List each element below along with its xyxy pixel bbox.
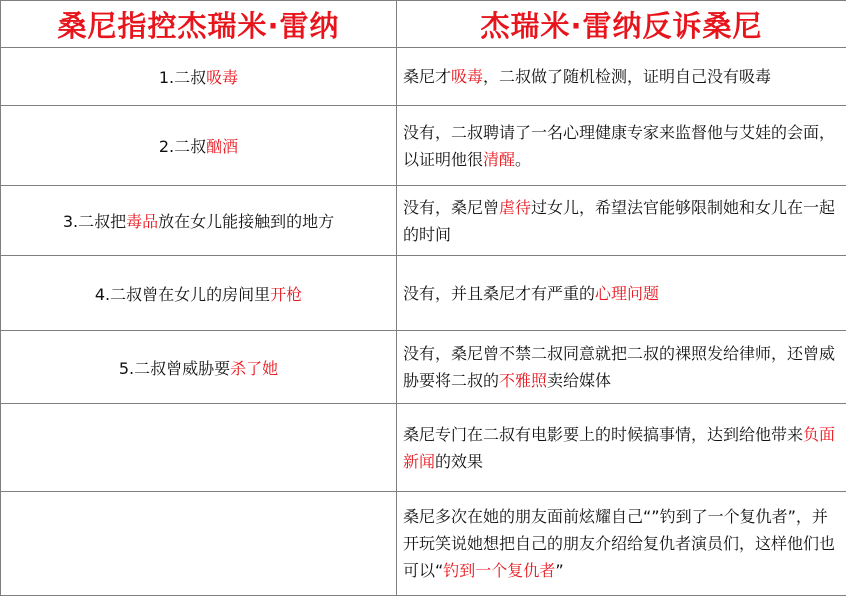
rebuttal-highlight: 吸毒 — [451, 67, 484, 86]
rebuttal-highlight: 虐待 — [499, 197, 532, 217]
claim-cell — [1, 256, 397, 331]
table-row — [1, 106, 846, 186]
table-row — [1, 492, 846, 596]
claim-text: 4.二叔曾在女儿的房间里 — [94, 284, 271, 304]
claim-text: 放在女儿能接触到的地方 — [158, 212, 335, 231]
rebuttal-cell — [397, 331, 846, 404]
claim-cell — [1, 48, 397, 106]
rebuttal-cell — [397, 256, 846, 331]
rebuttal-text: ” — [555, 561, 564, 580]
rebuttal-text: 桑尼才 — [403, 67, 452, 86]
left-column-title: 桑尼指控杰瑞米·雷纳 — [1, 1, 397, 48]
rebuttal-highlight: 清醒 — [483, 149, 516, 169]
claim-text: 1.二叔 — [158, 68, 207, 87]
claim-cell — [1, 106, 397, 186]
rebuttal-text: 没有，桑尼曾 — [403, 197, 500, 217]
claim-highlight: 吸毒 — [206, 68, 239, 87]
rebuttal-text: 。 — [515, 149, 532, 169]
rebuttal-cell — [397, 48, 846, 106]
rebuttal-text: 桑尼多次在她的朋友面前炫耀自己“”钓到了一个复仇者”，并开玩笑说她想把自己的朋友介绍给复仇者演员们，这样他们也可以“ — [403, 507, 836, 580]
rebuttal-cell — [397, 186, 846, 256]
table-row — [1, 404, 846, 492]
rebuttal-text: 没有，二叔聘请了一名心理健康专家来监督他与艾娃的会面，以证明他很 — [403, 122, 836, 169]
rebuttal-highlight: 负面新闻 — [403, 424, 836, 471]
rebuttal-highlight: 心理问题 — [595, 283, 660, 303]
rebuttal-text: 没有，桑尼曾不禁二叔同意就把二叔的裸照发给律师，还曾威胁要将二叔的 — [403, 344, 836, 390]
claim-cell — [1, 186, 397, 256]
claim-cell — [1, 492, 397, 596]
claim-text: 5.二叔曾威胁要 — [118, 358, 231, 378]
claim-highlight: 毒品 — [126, 212, 159, 231]
rebuttal-text: ，二叔做了随机检测，证明自己没有吸毒 — [483, 67, 772, 86]
claim-text: 2.二叔 — [158, 137, 207, 156]
rebuttal-highlight: 钓到一个复仇者 — [443, 561, 556, 580]
table-row — [1, 48, 846, 106]
rebuttal-cell — [397, 106, 846, 186]
rebuttal-cell — [397, 404, 846, 492]
claim-highlight: 酗酒 — [206, 137, 239, 156]
rebuttal-highlight: 不雅照 — [499, 371, 548, 390]
claim-highlight: 杀了她 — [230, 358, 279, 378]
claim-cell — [1, 331, 397, 404]
table-row — [1, 256, 846, 331]
claim-text: 3.二叔把 — [62, 212, 127, 231]
rebuttal-text: 卖给媒体 — [547, 371, 612, 390]
rebuttal-text: 过女儿，希望法官能够限制她和女儿在一起的时间 — [403, 197, 836, 244]
claim-cell — [1, 404, 397, 492]
rebuttal-text: 桑尼专门在二叔有电影要上的时候搞事情，达到给他带来 — [403, 424, 804, 444]
claim-highlight: 开枪 — [270, 284, 303, 304]
rebuttal-text: 没有，并且桑尼才有严重的 — [403, 283, 596, 303]
table-row — [1, 331, 846, 404]
table-row — [1, 186, 846, 256]
rebuttal-cell — [397, 492, 846, 596]
right-column-title: 杰瑞米·雷纳反诉桑尼 — [397, 1, 846, 48]
rebuttal-text: 的效果 — [435, 451, 484, 471]
